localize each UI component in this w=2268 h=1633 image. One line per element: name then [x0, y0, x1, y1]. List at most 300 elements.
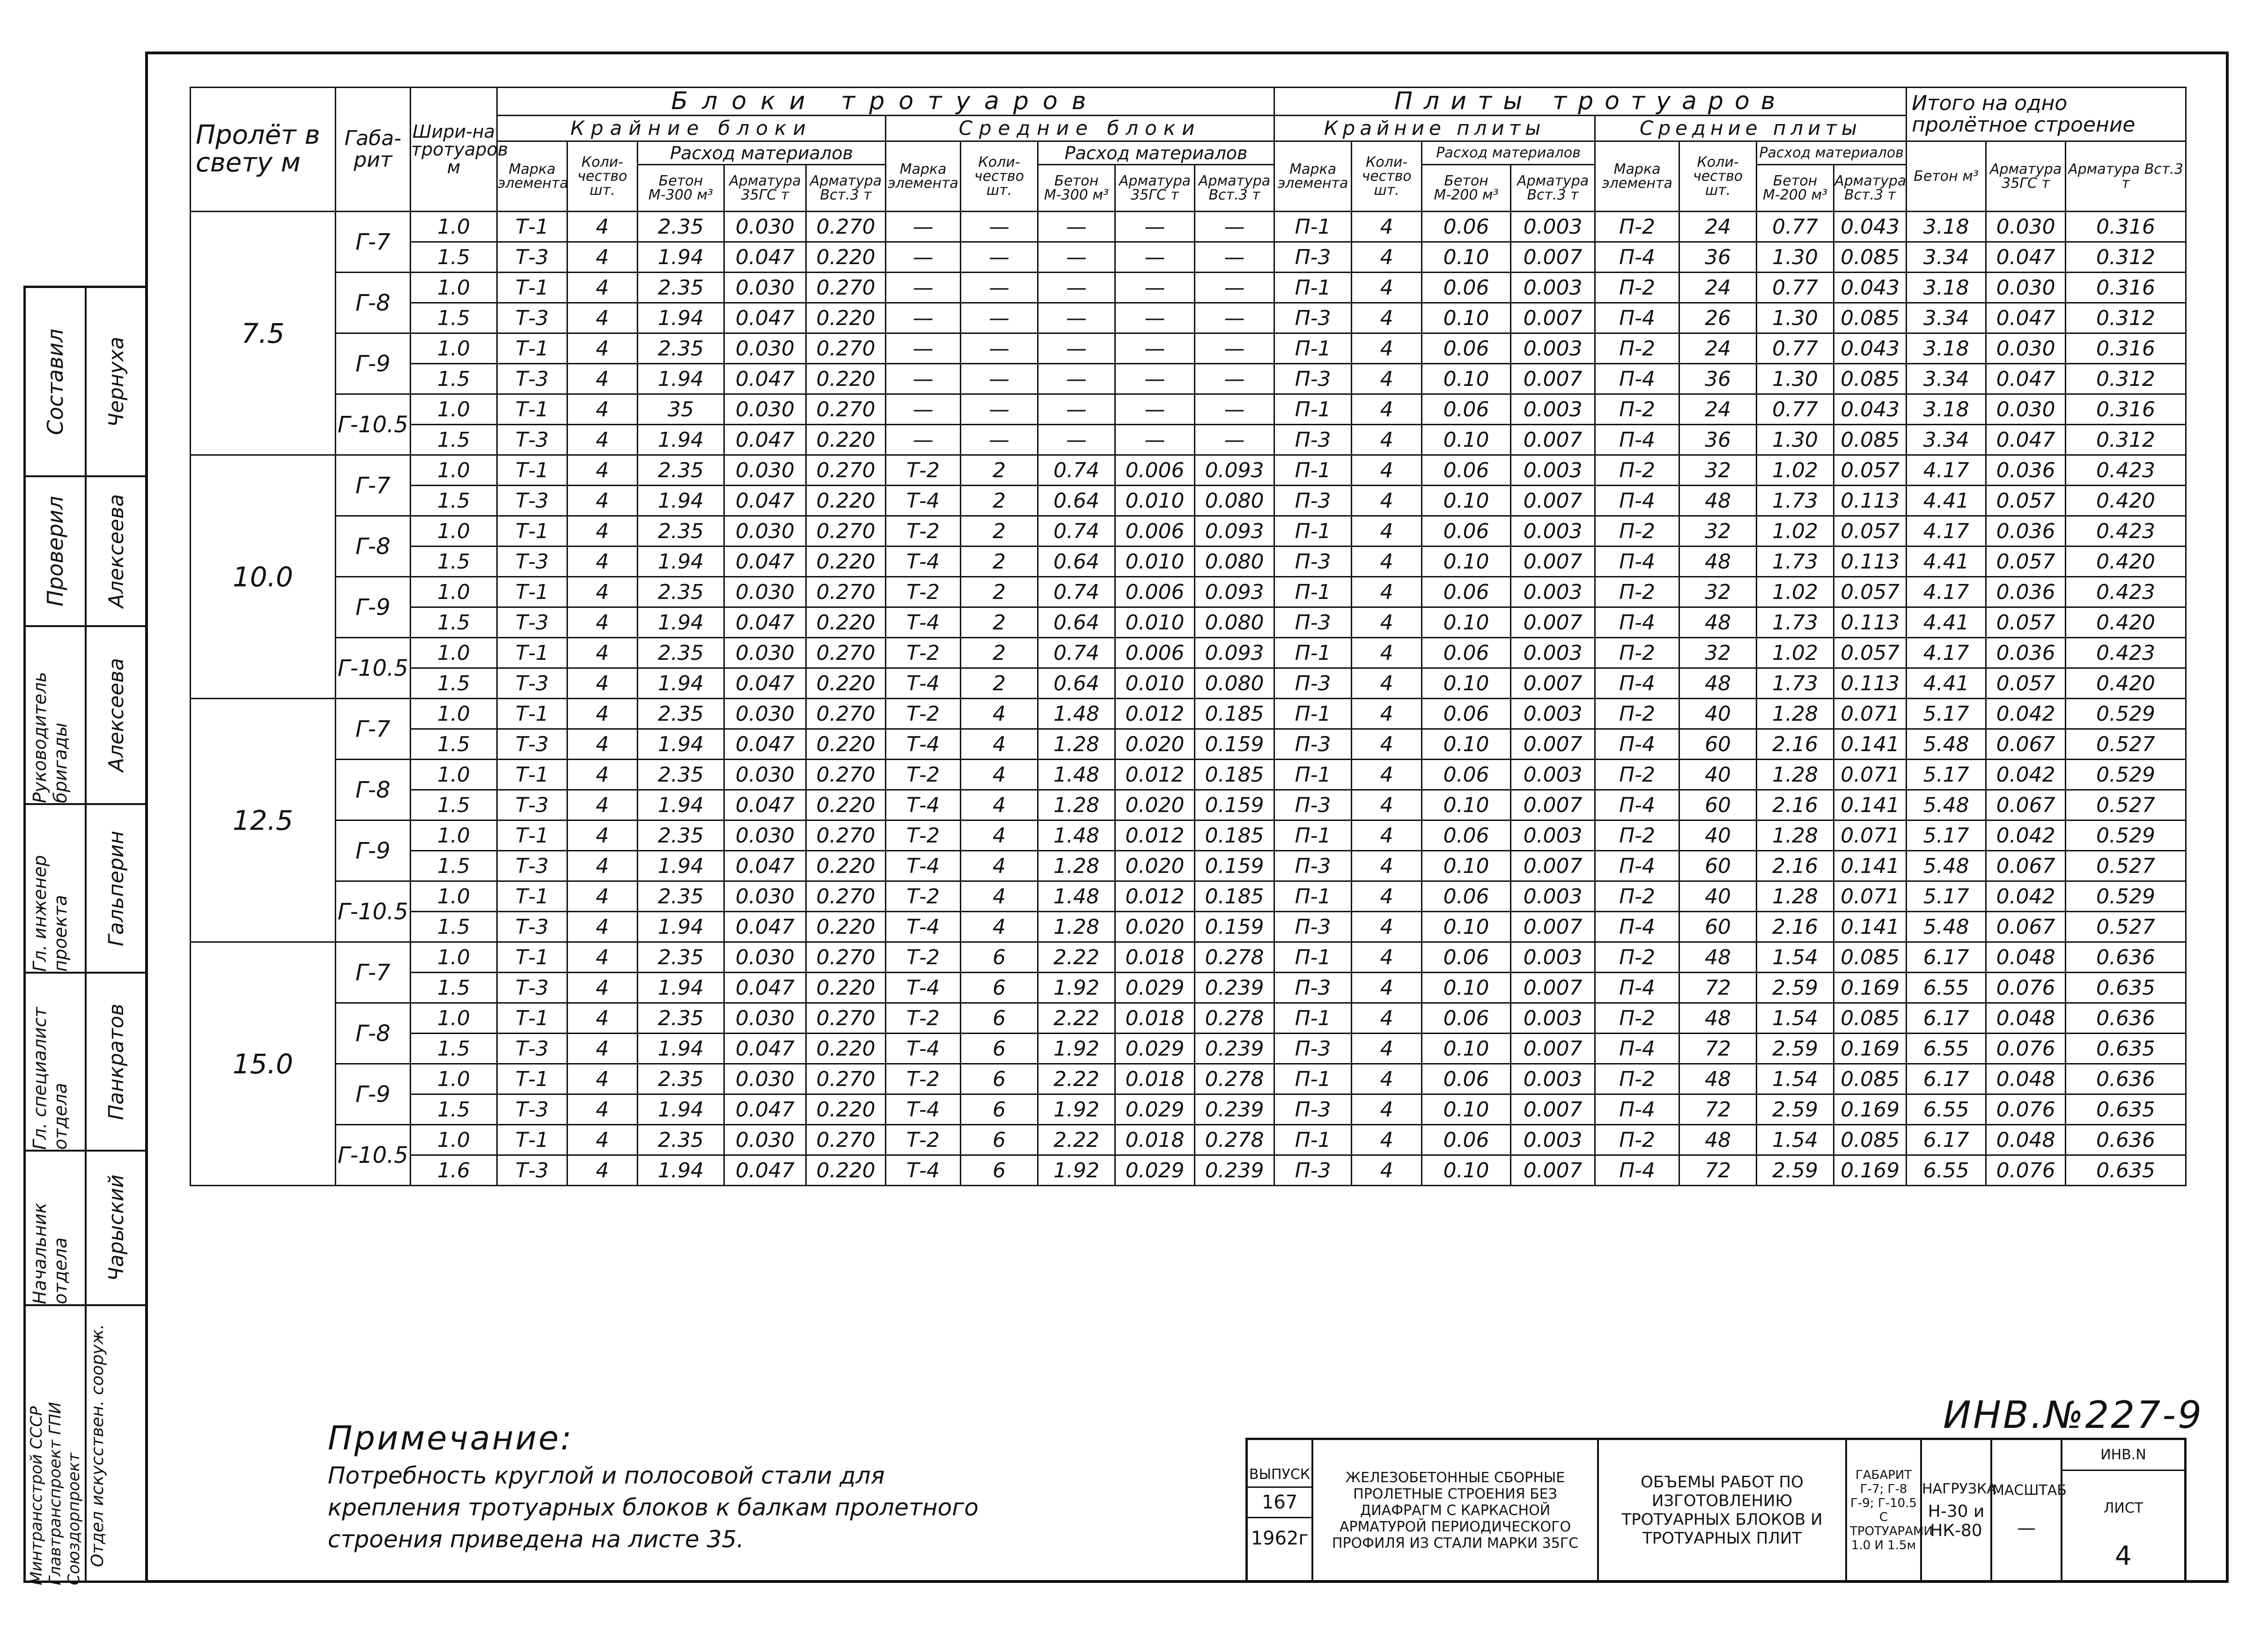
- table-cell: 72: [1679, 1094, 1757, 1125]
- table-cell: 0.006: [1115, 638, 1195, 668]
- table-cell: 0.085: [1834, 1064, 1907, 1094]
- table-cell: 6: [961, 973, 1038, 1003]
- table-cell: 1.0: [411, 273, 497, 303]
- table-cell: 0.113: [1834, 668, 1907, 699]
- table-cell: Т-1: [497, 394, 567, 425]
- table-cell: Т-1: [497, 1003, 567, 1034]
- stamp-description: ЖЕЛЕЗОБЕТОННЫЕ СБОРНЫЕ ПРОЛЕТНЫЕ СТРОЕНИЯ БЕЗ ДИАФРАГМ С КАРКАСНОЙ АРМАТУРОЙ ПЕРИОДИЧЕСКОГО ПРОФИЛЯ ИЗ СТАЛИ МАРКИ 35ГС: [1313, 1440, 1599, 1581]
- sidebar-name-cell: Панкратов: [87, 972, 146, 1150]
- table-cell: 0.048: [1986, 1064, 2066, 1094]
- table-cell: 2.35: [638, 638, 724, 668]
- table-cell: 4.17: [1907, 638, 1986, 668]
- table-cell: 0.10: [1422, 668, 1511, 699]
- table-cell: 4: [1352, 607, 1422, 638]
- table-row: [191, 881, 2186, 912]
- table-cell: 0.030: [1986, 333, 2066, 364]
- table-cell: П-3: [1274, 547, 1352, 577]
- table-cell: 0.030: [724, 638, 806, 668]
- table-cell: 0.159: [1195, 912, 1274, 942]
- table-cell: Т-4: [886, 729, 961, 760]
- table-cell: 4: [567, 455, 638, 486]
- table-cell: 6: [961, 1034, 1038, 1064]
- table-cell: 0.529: [2066, 760, 2186, 790]
- table-cell: П-3: [1274, 1155, 1352, 1186]
- table-cell: 48: [1679, 1003, 1757, 1034]
- table-cell: 0.10: [1422, 1155, 1511, 1186]
- table-cell: 2.59: [1757, 973, 1834, 1003]
- table-cell: 2.35: [638, 942, 724, 973]
- table-cell: Т-1: [497, 212, 567, 242]
- table-row: [191, 1094, 2186, 1125]
- table-cell: П-1: [1274, 212, 1352, 242]
- header-count: Коли-чество шт.: [567, 141, 638, 212]
- table-cell: 0.220: [806, 1034, 886, 1064]
- table-cell: 0.012: [1115, 820, 1195, 851]
- table-cell: Т-2: [886, 516, 961, 547]
- table-cell: 0.007: [1511, 668, 1595, 699]
- table-cell: —: [886, 364, 961, 394]
- table-cell: 0.06: [1422, 394, 1511, 425]
- table-cell: 4: [1352, 212, 1422, 242]
- table-cell: 5.17: [1907, 820, 1986, 851]
- table-cell: Т-4: [886, 973, 961, 1003]
- table-cell: 6.17: [1907, 1064, 1986, 1094]
- table-cell: 0.006: [1115, 516, 1195, 547]
- table-cell: 0.093: [1195, 577, 1274, 607]
- table-cell: 0.003: [1511, 394, 1595, 425]
- table-cell: Т-2: [886, 638, 961, 668]
- table-cell: 0.030: [724, 212, 806, 242]
- table-cell: 4: [567, 699, 638, 729]
- table-cell: 0.018: [1115, 942, 1195, 973]
- table-cell: 0.278: [1195, 1064, 1274, 1094]
- table-cell: 40: [1679, 760, 1757, 790]
- table-cell: 0.185: [1195, 820, 1274, 851]
- table-cell: 0.239: [1195, 973, 1274, 1003]
- table-cell: П-2: [1595, 881, 1679, 912]
- table-cell: 0.057: [1834, 638, 1907, 668]
- table-cell: 1.02: [1757, 638, 1834, 668]
- table-cell: 0.057: [1986, 547, 2066, 577]
- table-cell: 0.159: [1195, 790, 1274, 820]
- table-cell: 0.080: [1195, 607, 1274, 638]
- table-cell: 0.006: [1115, 577, 1195, 607]
- table-cell: 0.067: [1986, 790, 2066, 820]
- table-body: [191, 212, 2186, 1186]
- inventory-number: ИНВ.№227-9: [1943, 1393, 2203, 1437]
- table-cell: 0.003: [1511, 942, 1595, 973]
- table-cell: 0.007: [1511, 607, 1595, 638]
- table-cell: Т-3: [497, 790, 567, 820]
- header-concrete-300: Бетон М-300 м³: [638, 165, 724, 212]
- table-cell: 0.003: [1511, 1064, 1595, 1094]
- table-cell: 0.071: [1834, 699, 1907, 729]
- table-cell: 6.17: [1907, 942, 1986, 973]
- table-cell: 0.093: [1195, 455, 1274, 486]
- table-cell: 48: [1679, 1064, 1757, 1094]
- table-row: [191, 212, 2186, 242]
- table-row: [191, 668, 2186, 699]
- table-cell: 0.036: [1986, 516, 2066, 547]
- table-cell: 2.35: [638, 273, 724, 303]
- table-cell: 1.94: [638, 547, 724, 577]
- table-cell: 0.047: [724, 1094, 806, 1125]
- table-cell: 0.029: [1115, 973, 1195, 1003]
- table-cell: 1.0: [411, 942, 497, 973]
- table-cell: 2.35: [638, 760, 724, 790]
- table-cell: 0.047: [1986, 242, 2066, 273]
- table-cell: 0.312: [2066, 303, 2186, 333]
- table-cell: 0.220: [806, 425, 886, 455]
- table-cell: 32: [1679, 638, 1757, 668]
- table-cell: 4: [1352, 820, 1422, 851]
- table-cell: 48: [1679, 547, 1757, 577]
- table-cell: П-3: [1274, 425, 1352, 455]
- table-cell: 1.94: [638, 1155, 724, 1186]
- table-cell: 0.10: [1422, 242, 1511, 273]
- table-cell: —: [1195, 242, 1274, 273]
- header-mark: Марка элемента: [886, 141, 961, 212]
- table-cell: 1.0: [411, 333, 497, 364]
- table-cell: 0.77: [1757, 394, 1834, 425]
- table-cell: 3.18: [1907, 333, 1986, 364]
- table-cell: 1.94: [638, 425, 724, 455]
- table-cell: 0.74: [1038, 577, 1115, 607]
- table-cell: 0.047: [724, 303, 806, 333]
- header-width: Шири-на тротуаров м: [411, 88, 497, 212]
- table-cell: 35: [638, 394, 724, 425]
- gabarit-cell: Г-9: [336, 1064, 411, 1125]
- table-cell: 1.30: [1757, 425, 1834, 455]
- table-row: [191, 516, 2186, 547]
- table-cell: 0.048: [1986, 1125, 2066, 1155]
- table-cell: Т-3: [497, 973, 567, 1003]
- table-cell: 1.5: [411, 851, 497, 881]
- table-cell: 2: [961, 638, 1038, 668]
- table-cell: 1.92: [1038, 1155, 1115, 1186]
- table-cell: П-2: [1595, 516, 1679, 547]
- table-cell: —: [886, 242, 961, 273]
- table-cell: —: [961, 425, 1038, 455]
- table-cell: Т-2: [886, 881, 961, 912]
- table-cell: 0.020: [1115, 851, 1195, 881]
- table-cell: 6.55: [1907, 1094, 1986, 1125]
- sidebar-role-cell: Гл. специалист отдела: [26, 972, 85, 1150]
- stamp-scale-cell: [1992, 1440, 2067, 1581]
- header-concrete: Бетон м³: [1907, 141, 1986, 212]
- table-cell: 0.030: [724, 394, 806, 425]
- table-cell: 0.057: [1834, 516, 1907, 547]
- table-cell: 0.007: [1511, 425, 1595, 455]
- header-mark: Марка элемента: [497, 141, 567, 212]
- table-cell: 0.270: [806, 333, 886, 364]
- table-cell: Т-1: [497, 881, 567, 912]
- header-middle-slabs: Средние плиты: [1595, 116, 1907, 141]
- table-cell: —: [1195, 212, 1274, 242]
- table-cell: П-2: [1595, 942, 1679, 973]
- table-cell: 4: [1352, 699, 1422, 729]
- table-cell: П-4: [1595, 607, 1679, 638]
- table-cell: Т-2: [886, 760, 961, 790]
- table-cell: 0.030: [724, 820, 806, 851]
- table-cell: П-1: [1274, 1064, 1352, 1094]
- table-cell: 1.02: [1757, 455, 1834, 486]
- table-cell: Т-4: [886, 668, 961, 699]
- table-cell: 4.17: [1907, 577, 1986, 607]
- table-cell: 4: [567, 333, 638, 364]
- table-cell: —: [961, 242, 1038, 273]
- header-mark: Марка элемента: [1274, 141, 1352, 212]
- table-cell: 1.0: [411, 455, 497, 486]
- gabarit-cell: Г-7: [336, 455, 411, 516]
- table-cell: 0.010: [1115, 668, 1195, 699]
- table-cell: 1.54: [1757, 1003, 1834, 1034]
- table-cell: 0.06: [1422, 1064, 1511, 1094]
- table-cell: 0.036: [1986, 455, 2066, 486]
- table-cell: 0.007: [1511, 303, 1595, 333]
- table-cell: 0.007: [1511, 912, 1595, 942]
- table-cell: 4: [1352, 912, 1422, 942]
- table-cell: 0.77: [1757, 273, 1834, 303]
- header-rebar-vst3: Арматура Вст.3 т: [1834, 165, 1907, 212]
- table-cell: 2.35: [638, 1064, 724, 1094]
- table-cell: 0.527: [2066, 851, 2186, 881]
- table-cell: 0.278: [1195, 942, 1274, 973]
- sidebar-role-cell: Начальник отдела: [26, 1150, 85, 1304]
- table-cell: —: [1115, 364, 1195, 394]
- table-cell: П-2: [1595, 394, 1679, 425]
- table-cell: П-3: [1274, 973, 1352, 1003]
- table-cell: 0.113: [1834, 607, 1907, 638]
- table-cell: 1.94: [638, 729, 724, 760]
- table-cell: 0.030: [724, 760, 806, 790]
- table-cell: 2.16: [1757, 851, 1834, 881]
- table-cell: 0.06: [1422, 333, 1511, 364]
- table-cell: 0.423: [2066, 455, 2186, 486]
- header-materials: Расход материалов: [1757, 141, 1907, 165]
- table-cell: 0.06: [1422, 942, 1511, 973]
- table-cell: 0.047: [724, 547, 806, 577]
- table-cell: 5.48: [1907, 851, 1986, 881]
- header-middle-blocks: Средние блоки: [886, 116, 1274, 141]
- table-cell: П-2: [1595, 1003, 1679, 1034]
- table-cell: 4: [1352, 851, 1422, 881]
- table-cell: Т-4: [886, 1155, 961, 1186]
- table-cell: 40: [1679, 699, 1757, 729]
- gabarit-cell: Г-9: [336, 820, 411, 881]
- table-cell: Т-1: [497, 1064, 567, 1094]
- table-cell: 0.085: [1834, 242, 1907, 273]
- sidebar-role-cell: Гл. инженер проекта: [26, 803, 85, 972]
- table-cell: 60: [1679, 729, 1757, 760]
- table-row: [191, 455, 2186, 486]
- table-cell: 5.48: [1907, 912, 1986, 942]
- table-cell: 1.94: [638, 912, 724, 942]
- table-cell: —: [1115, 242, 1195, 273]
- stamp-issue-label: ВЫПУСК: [1248, 1463, 1311, 1488]
- stamp-year: 1962г: [1251, 1527, 1309, 1549]
- table-cell: 1.94: [638, 242, 724, 273]
- table-row: [191, 1034, 2186, 1064]
- gabarit-cell: Г-8: [336, 1003, 411, 1064]
- table-row: [191, 577, 2186, 607]
- table-cell: —: [961, 303, 1038, 333]
- table-cell: —: [1195, 364, 1274, 394]
- table-cell: 1.94: [638, 303, 724, 333]
- table-cell: П-2: [1595, 577, 1679, 607]
- table-cell: —: [886, 273, 961, 303]
- table-cell: —: [1195, 394, 1274, 425]
- table-cell: 0.057: [1834, 455, 1907, 486]
- table-cell: 6: [961, 1064, 1038, 1094]
- table-cell: 0.042: [1986, 881, 2066, 912]
- table-cell: Т-2: [886, 699, 961, 729]
- gabarit-cell: Г-10.5: [336, 881, 411, 942]
- header-materials: Расход материалов: [638, 141, 886, 165]
- table-cell: 4: [1352, 1094, 1422, 1125]
- table-cell: 6.55: [1907, 973, 1986, 1003]
- table-cell: —: [1195, 425, 1274, 455]
- table-cell: 4: [567, 486, 638, 516]
- table-cell: 0.047: [724, 425, 806, 455]
- table-cell: Т-4: [886, 1034, 961, 1064]
- table-cell: П-1: [1274, 455, 1352, 486]
- table-cell: П-2: [1595, 638, 1679, 668]
- table-row: [191, 242, 2186, 273]
- table-cell: 0.029: [1115, 1094, 1195, 1125]
- table-cell: 0.529: [2066, 881, 2186, 912]
- table-cell: —: [1115, 394, 1195, 425]
- gabarit-cell: Г-7: [336, 942, 411, 1003]
- table-cell: 0.10: [1422, 851, 1511, 881]
- table-cell: 0.185: [1195, 881, 1274, 912]
- header-concrete-300: Бетон М-300 м³: [1038, 165, 1115, 212]
- table-cell: 0.527: [2066, 912, 2186, 942]
- table-cell: —: [1038, 364, 1115, 394]
- table-cell: 36: [1679, 364, 1757, 394]
- table-cell: 2: [961, 668, 1038, 699]
- table-cell: 32: [1679, 516, 1757, 547]
- table-cell: 0.270: [806, 638, 886, 668]
- table-cell: П-4: [1595, 790, 1679, 820]
- table-cell: П-1: [1274, 273, 1352, 303]
- table-cell: 0.003: [1511, 638, 1595, 668]
- table-row: [191, 1155, 2186, 1186]
- table-cell: 1.5: [411, 303, 497, 333]
- table-cell: 24: [1679, 273, 1757, 303]
- table-cell: Т-3: [497, 1034, 567, 1064]
- table-cell: 4: [567, 273, 638, 303]
- sidebar-role-column: [26, 288, 87, 1585]
- table-cell: 60: [1679, 912, 1757, 942]
- table-cell: 3.34: [1907, 425, 1986, 455]
- table-cell: 4: [1352, 1064, 1422, 1094]
- table-cell: П-1: [1274, 881, 1352, 912]
- stamp-load-label: НАГРУЗКА: [1922, 1480, 1996, 1497]
- table-cell: 1.5: [411, 912, 497, 942]
- table-row: [191, 394, 2186, 425]
- gabarit-cell: Г-10.5: [336, 638, 411, 699]
- table-cell: Т-1: [497, 577, 567, 607]
- table-cell: Т-4: [886, 912, 961, 942]
- table-cell: Т-4: [886, 851, 961, 881]
- header-rebar-vst3: Арматура Вст.3 т: [2066, 141, 2186, 212]
- table-cell: 0.080: [1195, 486, 1274, 516]
- table-cell: 0.057: [1986, 607, 2066, 638]
- table-cell: 0.06: [1422, 516, 1511, 547]
- table-cell: Т-3: [497, 729, 567, 760]
- table-cell: 2.35: [638, 1125, 724, 1155]
- table-cell: 4: [1352, 303, 1422, 333]
- table-cell: 0.030: [724, 455, 806, 486]
- table-cell: 36: [1679, 242, 1757, 273]
- table-cell: 2: [961, 516, 1038, 547]
- table-cell: 0.003: [1511, 516, 1595, 547]
- table-cell: 0.420: [2066, 547, 2186, 577]
- table-cell: П-1: [1274, 333, 1352, 364]
- table-cell: 0.030: [724, 577, 806, 607]
- table-cell: 4: [961, 760, 1038, 790]
- table-cell: 0.220: [806, 303, 886, 333]
- table-cell: —: [886, 394, 961, 425]
- table-cell: 0.423: [2066, 638, 2186, 668]
- sidebar-role-cell: Проверил: [26, 475, 85, 625]
- table-cell: 0.220: [806, 668, 886, 699]
- table-row: [191, 547, 2186, 577]
- table-cell: 0.047: [724, 607, 806, 638]
- table-cell: Т-3: [497, 1094, 567, 1125]
- table-cell: —: [886, 333, 961, 364]
- table-cell: 0.048: [1986, 942, 2066, 973]
- stamp-issue-cell: [1248, 1440, 1313, 1581]
- table-row: [191, 729, 2186, 760]
- table-cell: 0.047: [724, 1034, 806, 1064]
- table-cell: 1.48: [1038, 820, 1115, 851]
- table-row: [191, 273, 2186, 303]
- table-cell: —: [1115, 212, 1195, 242]
- table-cell: 1.0: [411, 394, 497, 425]
- sidebar-name-column: [87, 288, 147, 1581]
- note-block: [328, 1419, 979, 1553]
- table-cell: 1.0: [411, 820, 497, 851]
- table-cell: 3.18: [1907, 212, 1986, 242]
- table-cell: 0.093: [1195, 516, 1274, 547]
- table-cell: 0.220: [806, 790, 886, 820]
- table-cell: —: [961, 273, 1038, 303]
- table-cell: 4: [1352, 577, 1422, 607]
- table-cell: 0.141: [1834, 912, 1907, 942]
- table-cell: 6.55: [1907, 1034, 1986, 1064]
- table-cell: 0.018: [1115, 1064, 1195, 1094]
- table-cell: 4: [567, 729, 638, 760]
- table-cell: 0.030: [1986, 273, 2066, 303]
- table-cell: 1.73: [1757, 486, 1834, 516]
- table-cell: Т-3: [497, 547, 567, 577]
- table-cell: 6: [961, 1155, 1038, 1186]
- table-cell: 0.030: [724, 333, 806, 364]
- table-cell: 6.17: [1907, 1125, 1986, 1155]
- table-cell: 4: [1352, 516, 1422, 547]
- table-cell: —: [886, 425, 961, 455]
- table-cell: 1.0: [411, 1003, 497, 1034]
- table-cell: 0.048: [1986, 1003, 2066, 1034]
- table-cell: П-1: [1274, 394, 1352, 425]
- table-cell: 0.10: [1422, 973, 1511, 1003]
- table-cell: 4: [1352, 760, 1422, 790]
- table-cell: 4: [567, 1155, 638, 1186]
- table-cell: 0.10: [1422, 364, 1511, 394]
- table-cell: 0.10: [1422, 607, 1511, 638]
